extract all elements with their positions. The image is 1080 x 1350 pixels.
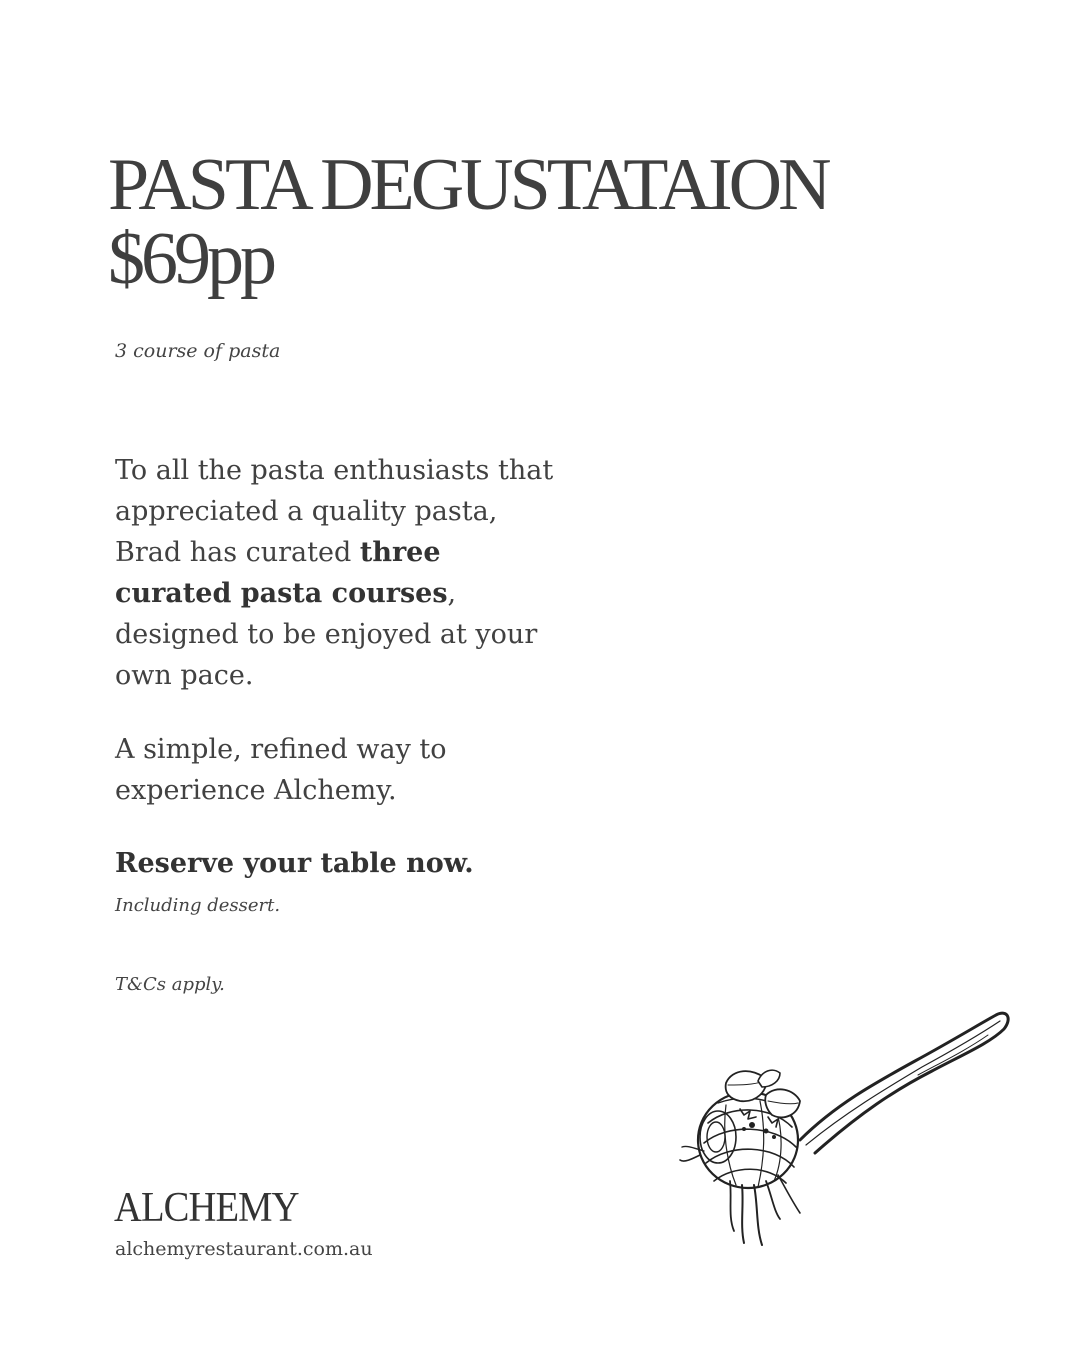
title-line-price: $69pp: [108, 218, 273, 300]
intro-highlight: three curated pasta courses: [115, 537, 448, 609]
subtitle: 3 course of pasta: [115, 340, 281, 362]
title-line-1: PASTA DEGUSTATAION: [108, 144, 828, 226]
intro-text-part-1: To all the pasta enthusiasts that appreciated a quality pasta, Brad has curated: [115, 455, 554, 568]
intro-text-part-2: , designed to be enjoyed at your own pace.: [115, 578, 538, 691]
dessert-note: Including dessert.: [115, 895, 281, 916]
intro-paragraph: [115, 450, 560, 696]
page-title: [108, 144, 828, 300]
brand-logo: ALCHEMY: [114, 1185, 299, 1231]
terms-note: T&Cs apply.: [115, 974, 225, 995]
fork-with-pasta-icon: [670, 1005, 1015, 1255]
website-link[interactable]: alchemyrestaurant.com.au: [115, 1238, 373, 1260]
secondary-paragraph: A simple, refined way to experience Alchemy.: [115, 734, 447, 806]
reserve-cta: Reserve your table now.: [115, 848, 474, 879]
